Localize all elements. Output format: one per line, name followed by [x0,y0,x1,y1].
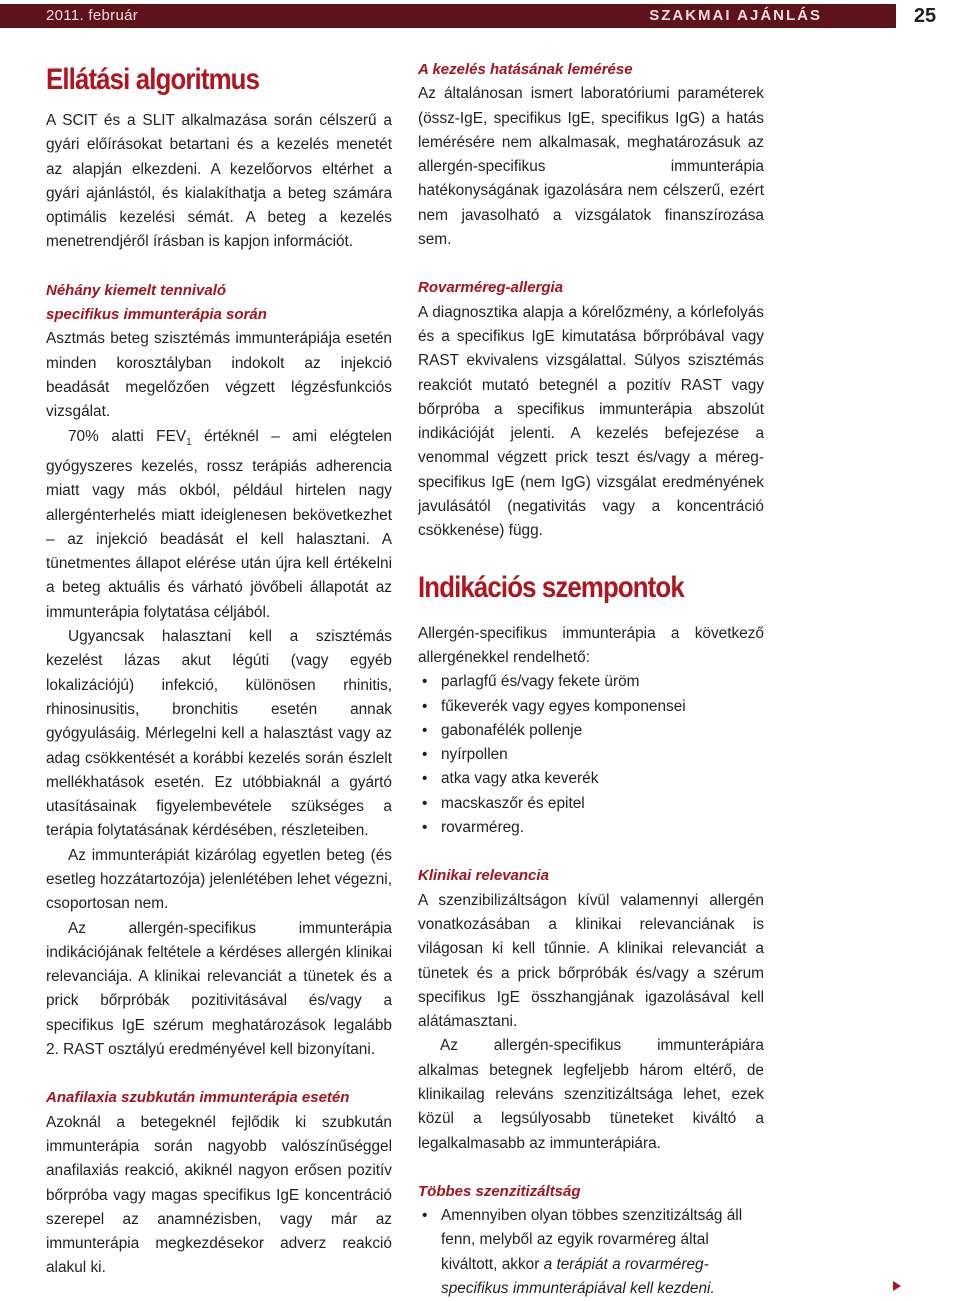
subheading-rovarmereg-allergia: Rovarméreg-allergia [418,279,564,297]
allergen-list [418,670,764,840]
paragraph-anafilaxia: Azoknál a betegeknél fejlődik ki szubkután immunterápia során nagyobb valószínűséggel anafilaxiás reakció, akiknél nagyon erősen pozitív bőrpróba vagy magas specifikus IgE koncentráció szerepel az anamnézisben, vagy már az immunterápia megkezdésekor adverz reakció alakul ki. [46,1113,392,1277]
continue-arrow-icon [893,1281,901,1291]
list-item-text: macskaszőr és epitel [441,794,585,812]
list-item-text: gabonafélék pollenje [441,721,583,739]
list-item-text: rovarméreg. [441,819,524,837]
list-item-text: atka vagy atka keverék [441,770,599,788]
bullet-icon: • [422,794,428,812]
subheading-kiemelt-tennivalo [46,279,392,328]
spacer [418,544,764,564]
bullet-icon: • [422,697,428,715]
list-item [418,670,764,694]
list-item [418,719,764,743]
list-item-text: nyírpollen [441,746,508,764]
fev1-subscript: 1 [186,436,192,448]
list-item [418,767,764,791]
heading-indikacios-szempontok: Indikációs szempontok [418,570,684,604]
spacer [46,1062,392,1086]
paragraph-indikacio-feltetele: Az allergén-specifikus immunterápia indikációjának feltétele a kérdéses allergén klinikai relevanciája. A klinikai relevanciát a tünetek és a prick bőrpróbák pozitivitásával és/vagy a specifikus IgE szérum meghatározások legalább 2. RAST osztályú eredményével kell bizonyítani. [46,919,392,1059]
paragraph-rovarmereg: A diagnosztika alapja a kórelőzmény, a kórlefolyás és a specifikus IgE kimutatása bőrpróbával vagy RAST ekvivalens vizsgálattal. Súlyos szisztémás reakciót mutató betegnél a pozitív RAST vagy bőrpróba a specifikus immunterápia abszolút indikációját jelenti. A kezelés befejezése a venommal végzett prick teszt és/vagy a méreg-specifikus IgE (nem IgG) vizsgálat eredményének javulásától (negativitás vagy a koncentráció csökkenése) függ. [418,303,764,540]
paragraph-szenzibilizaltsag: A szenzibilizáltságon kívül valamennyi allergén vonatkozásában a klinikai relevanciának is világosan ki kell tűnnie. A klinikai relevanciát a tünetek és a prick bőrpróbák és/vagy a szérum specifikus IgE összhangjának igazolásával kell alátámasztani. [418,891,764,1031]
list-item-text: parlagfű és/vagy fekete üröm [441,673,640,691]
paragraph-laboratoriumi-parameterek: Az általánosan ismert laboratóriumi paraméterek (össz-IgE, specifikus IgE, specifikus IgG) a hatás lemérésére nem alkalmasak, meghatározásuk az allergén-specifikus immunterápia hatékonyságának igazolására nem célszerű, ezért nem javasolható a vizsgálatok finanszírozása sem. [418,85,764,249]
page-number: 25 [913,5,937,27]
list-item [418,816,764,840]
right-column [418,58,764,1301]
paragraph-egyetlen-beteg: Az immunterápiát kizárólag egyetlen beteg (és esetleg hozzátartozója) jelenlétében lehet végezni, csoportosan nem. [46,846,392,913]
bullet-icon: • [422,673,428,691]
paragraph-allergenek-intro: Allergén-specifikus immunterápia a következő allergénekkel rendelhető: [418,624,764,666]
bullet-icon: • [422,770,428,788]
list-item [418,1204,764,1301]
list-item [418,792,764,816]
issue-date: 2011. február [46,7,139,24]
subheading-line-2: specifikus immunterápia során [46,306,267,324]
subheading-klinikai-relevancia: Klinikai relevancia [418,867,549,885]
page-header [0,4,960,28]
heading-ellatasi-algoritmus: Ellátási algoritmus [46,63,260,96]
bullet-icon: • [422,721,428,739]
subheading-tobbes-szenzitizaltsag: Többes szenzitizáltság [418,1182,581,1200]
subheading-hatas-lemerese: A kezelés hatásának lemérése [418,61,633,78]
bullet-icon: • [422,746,428,764]
paragraph-asztmas-beteg: Asztmás beteg szisztémás immunterápiája esetén minden korosztályban indokolt az injekció beadását megelőzően végzett légzésfunkciós vizsgálat. [46,330,392,421]
paragraph-harom-szenzitizaltsag: Az allergén-specifikus immunterápiára alkalmas betegnek legfeljebb három eltérő, de klinikailag releváns szenzitizáltsága lehet, ezek közül a legsúlyosabb tüneteket kiváltó a legalkalmasabb az immunterápiára. [418,1037,764,1152]
multi-text-italic: a terápiát a rovarméreg-specifikus immunterápiával kell kezdeni. [441,1255,715,1298]
spacer [418,252,764,276]
bullet-icon: • [422,819,428,837]
subheading-line-1: Néhány kiemelt tennivaló [46,281,227,299]
fev1-text-rest: értéknél – ami elégtelen gyógyszeres kezelés, rossz terápiás adherencia miatt vagy más okból, például hirtelen nagy allergénterhelés miatt ideiglenesen bekövetkezhet – az injekció beadását el kell halasztani. A tünetmentes állapot elérése után újra kell értékelni a beteg aktuális és várható jövőbeli állapotát az immunterápia folytatása céljából. [46,427,392,621]
multi-text-normal: Amennyiben olyan többes szenzitizáltság áll fenn, melyből az egyik rovarméreg által kiváltott, akkor [441,1207,743,1273]
spacer [418,1156,764,1180]
spacer [46,255,392,279]
fev1-text-start: 70% alatti FEV [68,427,187,445]
header-bar [0,4,896,28]
left-column [46,58,392,1281]
list-item-text: fűkeverék vagy egyes komponensei [441,697,686,715]
paragraph-fev1 [46,425,392,625]
spacer [418,840,764,864]
section-title: SZAKMAI AJÁNLÁS [649,7,822,24]
list-item [418,695,764,719]
intro-paragraph: A SCIT és a SLIT alkalmazása során célszerű a gyári előírásokat betartani és a kezelés menetét az alapján elkezdeni. A kezelőorvos eltérhet a gyári ajánlástól, és kialakíthatja a beteg számára optimális kezelési sémát. A beteg a kezelés menetrendjéről írásban is kapjon információt. [46,112,392,251]
bullet-icon: • [422,1207,428,1225]
multi-sensitization-list [418,1204,764,1301]
subheading-anafilaxia: Anafilaxia szubkután immunterápia esetén [46,1089,350,1107]
paragraph-halasztas: Ugyancsak halasztani kell a szisztémás kezelést lázas akut légúti (vagy egyéb lokalizációjú) infekció, különösen rhinitis, rhinosinusitis, bronchitis esetén annak gyógyulásáig. Mérlegelni kell a halasztást vagy az adag csökkentését a korábbi kezelés során észlelt mellékhatások esetén. Ez utóbbiaknál a gyártó utasításainak figyelembevétele szükséges a terápia folytatásának kérdésében, részleteiben. [46,628,392,840]
list-item [418,743,764,767]
